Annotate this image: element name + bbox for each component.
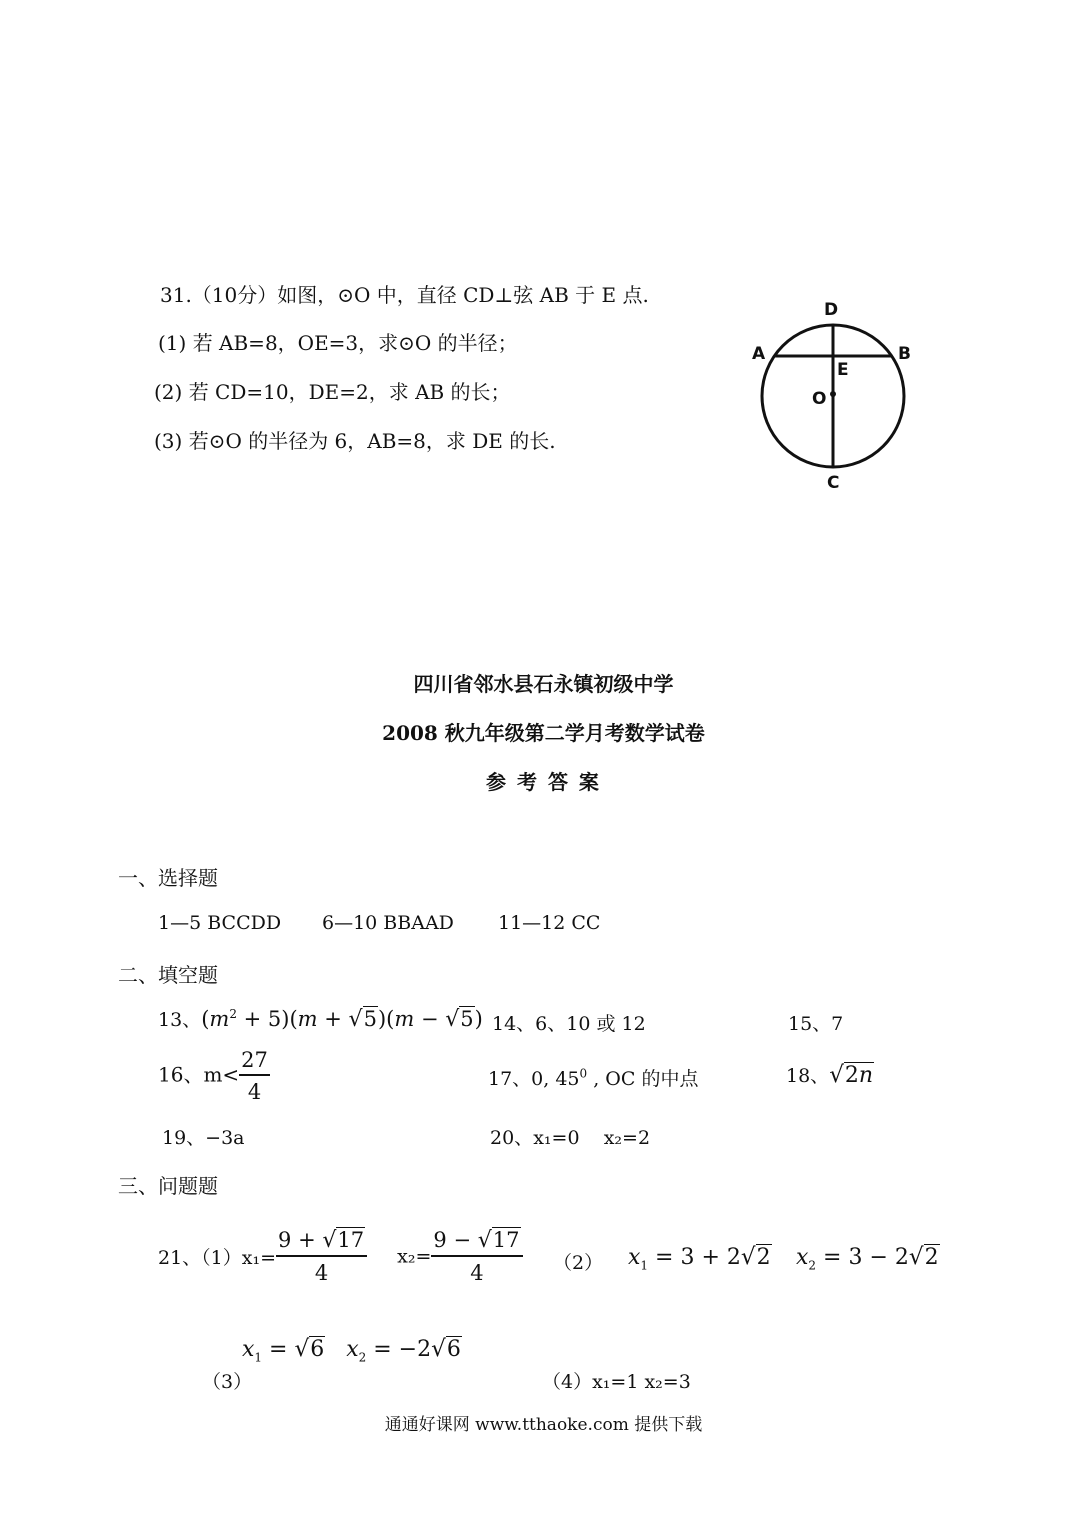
- exam-title: 2008 秋九年级第二学月考数学试卷: [382, 721, 705, 745]
- answer-18: 18、√2n: [786, 1062, 874, 1088]
- footer-text: 通通好课网 www.tthaoke.com 提供下载: [384, 1415, 703, 1435]
- answer-21-1: 21、（1）x₁= $\frac{9 + √17}{4}$ x₂= $\frac{9 - √17}{4}$: [158, 1228, 523, 1285]
- answer-21-2-x1: $x_1 = 3 + 2√2$: [628, 1244, 771, 1273]
- answer-21-3-label: （3）: [202, 1371, 253, 1393]
- answer-21-2-label: （2）: [553, 1252, 604, 1274]
- answer-11-12: 11—12 CC: [498, 912, 601, 934]
- problem-31-part-1: (1) 若 AB=8，OE=3，求⊙O 的半径；: [158, 331, 518, 355]
- answer-21-2-x2: $x_2 = 3 - 2√2$: [796, 1244, 939, 1273]
- answer-6-10: 6—10 BBAAD: [322, 912, 454, 934]
- answer-21-3-values: $x_1 = √6$ $x_2 = -2√6$: [242, 1336, 461, 1365]
- problem-31-part-3: (3) 若⊙O 的半径为 6，AB=8，求 DE 的长.: [154, 429, 556, 453]
- label-b: B: [898, 344, 911, 364]
- label-e: E: [837, 360, 849, 380]
- answer-19: 19、−3a: [162, 1127, 245, 1149]
- label-d: D: [824, 300, 839, 320]
- answer-21-4: （4）x₁=1 x₂=3: [542, 1371, 691, 1393]
- center-point: [830, 391, 836, 397]
- section-3-heading: 三、问题题: [118, 1174, 218, 1198]
- answer-1-5: 1—5 BCCDD: [158, 912, 282, 934]
- answer-14: 14、6、10 或 12: [492, 1013, 646, 1035]
- problem-31-part-2: (2) 若 CD=10，DE=2，求 AB 的长；: [154, 380, 511, 404]
- answer-16: 16、m< $\frac{27}{4}$: [158, 1048, 268, 1104]
- label-a: A: [752, 344, 766, 364]
- circle-diagram: [740, 292, 930, 492]
- label-c: C: [827, 473, 840, 492]
- section-2-heading: 二、填空题: [118, 963, 218, 987]
- problem-31-stem: 31.（10分）如图，⊙O 中，直径 CD⊥弦 AB 于 E 点.: [160, 283, 649, 307]
- label-o: O: [812, 389, 827, 409]
- answer-20: 20、x₁=0 x₂=2: [490, 1127, 651, 1149]
- answer-title: 参 考 答 案: [486, 770, 601, 794]
- section-1-heading: 一、选择题: [118, 866, 218, 890]
- school-name: 四川省邻水县石永镇初级中学: [413, 672, 674, 696]
- answer-13: 13、$(m^2 + 5)(m + √5)(m - √5)$: [158, 1007, 483, 1032]
- answer-15: 15、7: [788, 1013, 844, 1035]
- answer-17: 17、0, $45^0$ , OC 的中点: [488, 1066, 699, 1090]
